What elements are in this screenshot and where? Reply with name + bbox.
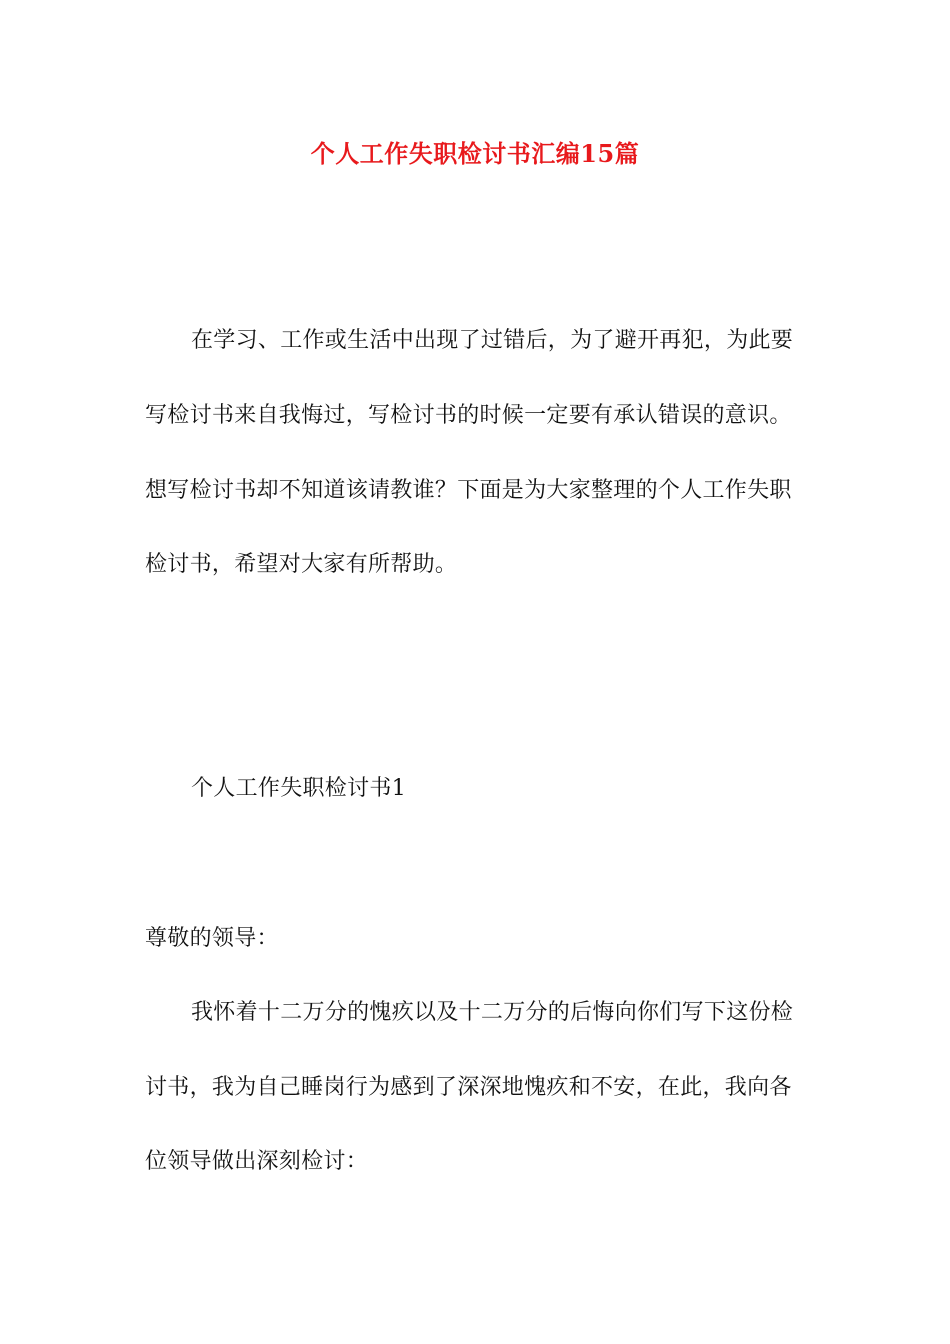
intro-line: 写检讨书来自我悔过，写检讨书的时候一定要有承认错误的意识。: [145, 403, 792, 428]
salutation: 尊敬的领导：: [145, 926, 279, 951]
intro-line: 检讨书，希望对大家有所帮助。: [145, 552, 458, 577]
intro-line: 想写检讨书却不知道该请教谁？下面是为大家整理的个人工作失职: [145, 478, 792, 503]
body-line: 我怀着十二万分的愧疚以及十二万分的后悔向你们写下这份检: [191, 1000, 794, 1025]
intro-line: 在学习、工作或生活中出现了过错后，为了避开再犯，为此要: [191, 328, 794, 353]
document-title: 个人工作失职检讨书汇编15篇: [310, 139, 640, 168]
body-line: 讨书，我为自己睡岗行为感到了深深地愧疚和不安，在此，我向各: [145, 1075, 792, 1100]
body-line: 位领导做出深刻检讨：: [145, 1149, 369, 1174]
section-heading: 个人工作失职检讨书1: [191, 776, 406, 801]
